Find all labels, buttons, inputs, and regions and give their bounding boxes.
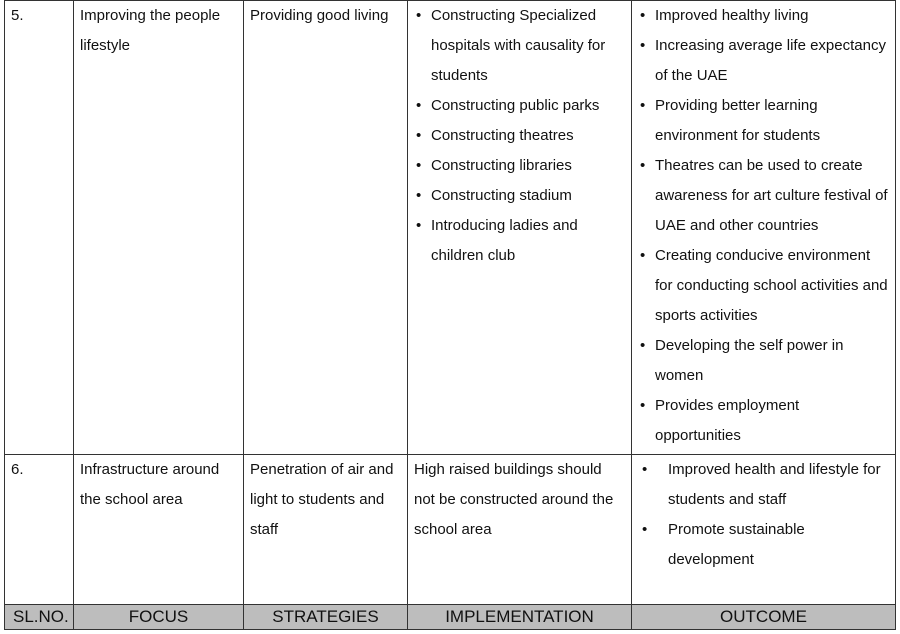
table-row — [5, 1, 896, 455]
list-item: • Constructing public parks — [414, 91, 625, 121]
list-item: • Constructing theatres — [414, 121, 625, 151]
list-item: • Theatres can be used to create awareness for art culture festival of UAE and other countries — [638, 151, 889, 241]
sl-no-cell — [5, 455, 74, 605]
bullet-icon: • — [416, 7, 422, 24]
list-item: • Improved healthy living — [638, 1, 889, 31]
bullet-icon: • — [416, 217, 422, 234]
list-item: • Promote sustainable development — [638, 515, 889, 575]
bullet-icon: • — [640, 7, 646, 24]
implementation-cell — [408, 1, 632, 455]
bullet-icon: • — [640, 397, 646, 414]
list-item: • Constructing Specialized hospitals with causality for students — [414, 1, 625, 91]
outcome-list — [638, 1, 889, 451]
header-sl-no: SL.NO. — [5, 605, 74, 630]
strategies-cell — [244, 1, 408, 455]
focus-cell — [74, 455, 244, 605]
bullet-icon: • — [416, 187, 422, 204]
bullet-icon: • — [642, 461, 648, 478]
bullet-icon: • — [416, 127, 422, 144]
implementation-list — [414, 1, 625, 271]
list-item: • Improved health and lifestyle for students and staff — [638, 455, 889, 515]
sl-no: 6. — [11, 461, 24, 478]
strategy-table — [4, 0, 896, 630]
bullet-icon: • — [642, 521, 648, 538]
strategies-text: Providing good living — [250, 7, 389, 24]
header-strategies: STRATEGIES — [244, 605, 408, 630]
header-implementation: IMPLEMENTATION — [408, 605, 632, 630]
header-outcome: OUTCOME — [632, 605, 896, 630]
header-focus: FOCUS — [74, 605, 244, 630]
bullet-icon: • — [640, 97, 646, 114]
bullet-icon: • — [640, 37, 646, 54]
bullet-icon: • — [640, 157, 646, 174]
list-item: • Creating conducive environment for conducting school activities and sports activities — [638, 241, 889, 331]
implementation-cell — [408, 455, 632, 605]
bullet-icon: • — [416, 157, 422, 174]
table-header-row — [5, 605, 896, 630]
list-item: • Developing the self power in women — [638, 331, 889, 391]
bullet-icon: • — [416, 97, 422, 114]
focus-cell — [74, 1, 244, 455]
list-item: • Introducing ladies and children club — [414, 211, 625, 271]
strategies-text: Penetration of air and light to students and staff — [250, 461, 394, 538]
outcome-cell — [632, 1, 896, 455]
table-row — [5, 455, 896, 605]
focus-text: Infrastructure around the school area — [80, 461, 220, 508]
bullet-icon: • — [640, 337, 646, 354]
implementation-text: High raised buildings should not be constructed around the school area — [414, 461, 614, 538]
list-item: • Providing better learning environment for students — [638, 91, 889, 151]
strategies-cell — [244, 455, 408, 605]
list-item: • Provides employment opportunities — [638, 391, 889, 451]
outcome-list — [638, 455, 889, 575]
list-item: • Increasing average life expectancy of the UAE — [638, 31, 889, 91]
bullet-icon: • — [640, 247, 646, 264]
focus-text: Improving the people lifestyle — [80, 7, 221, 54]
outcome-cell — [632, 455, 896, 605]
list-item: • Constructing libraries — [414, 151, 625, 181]
list-item: • Constructing stadium — [414, 181, 625, 211]
sl-no: 5. — [11, 7, 24, 24]
sl-no-cell — [5, 1, 74, 455]
